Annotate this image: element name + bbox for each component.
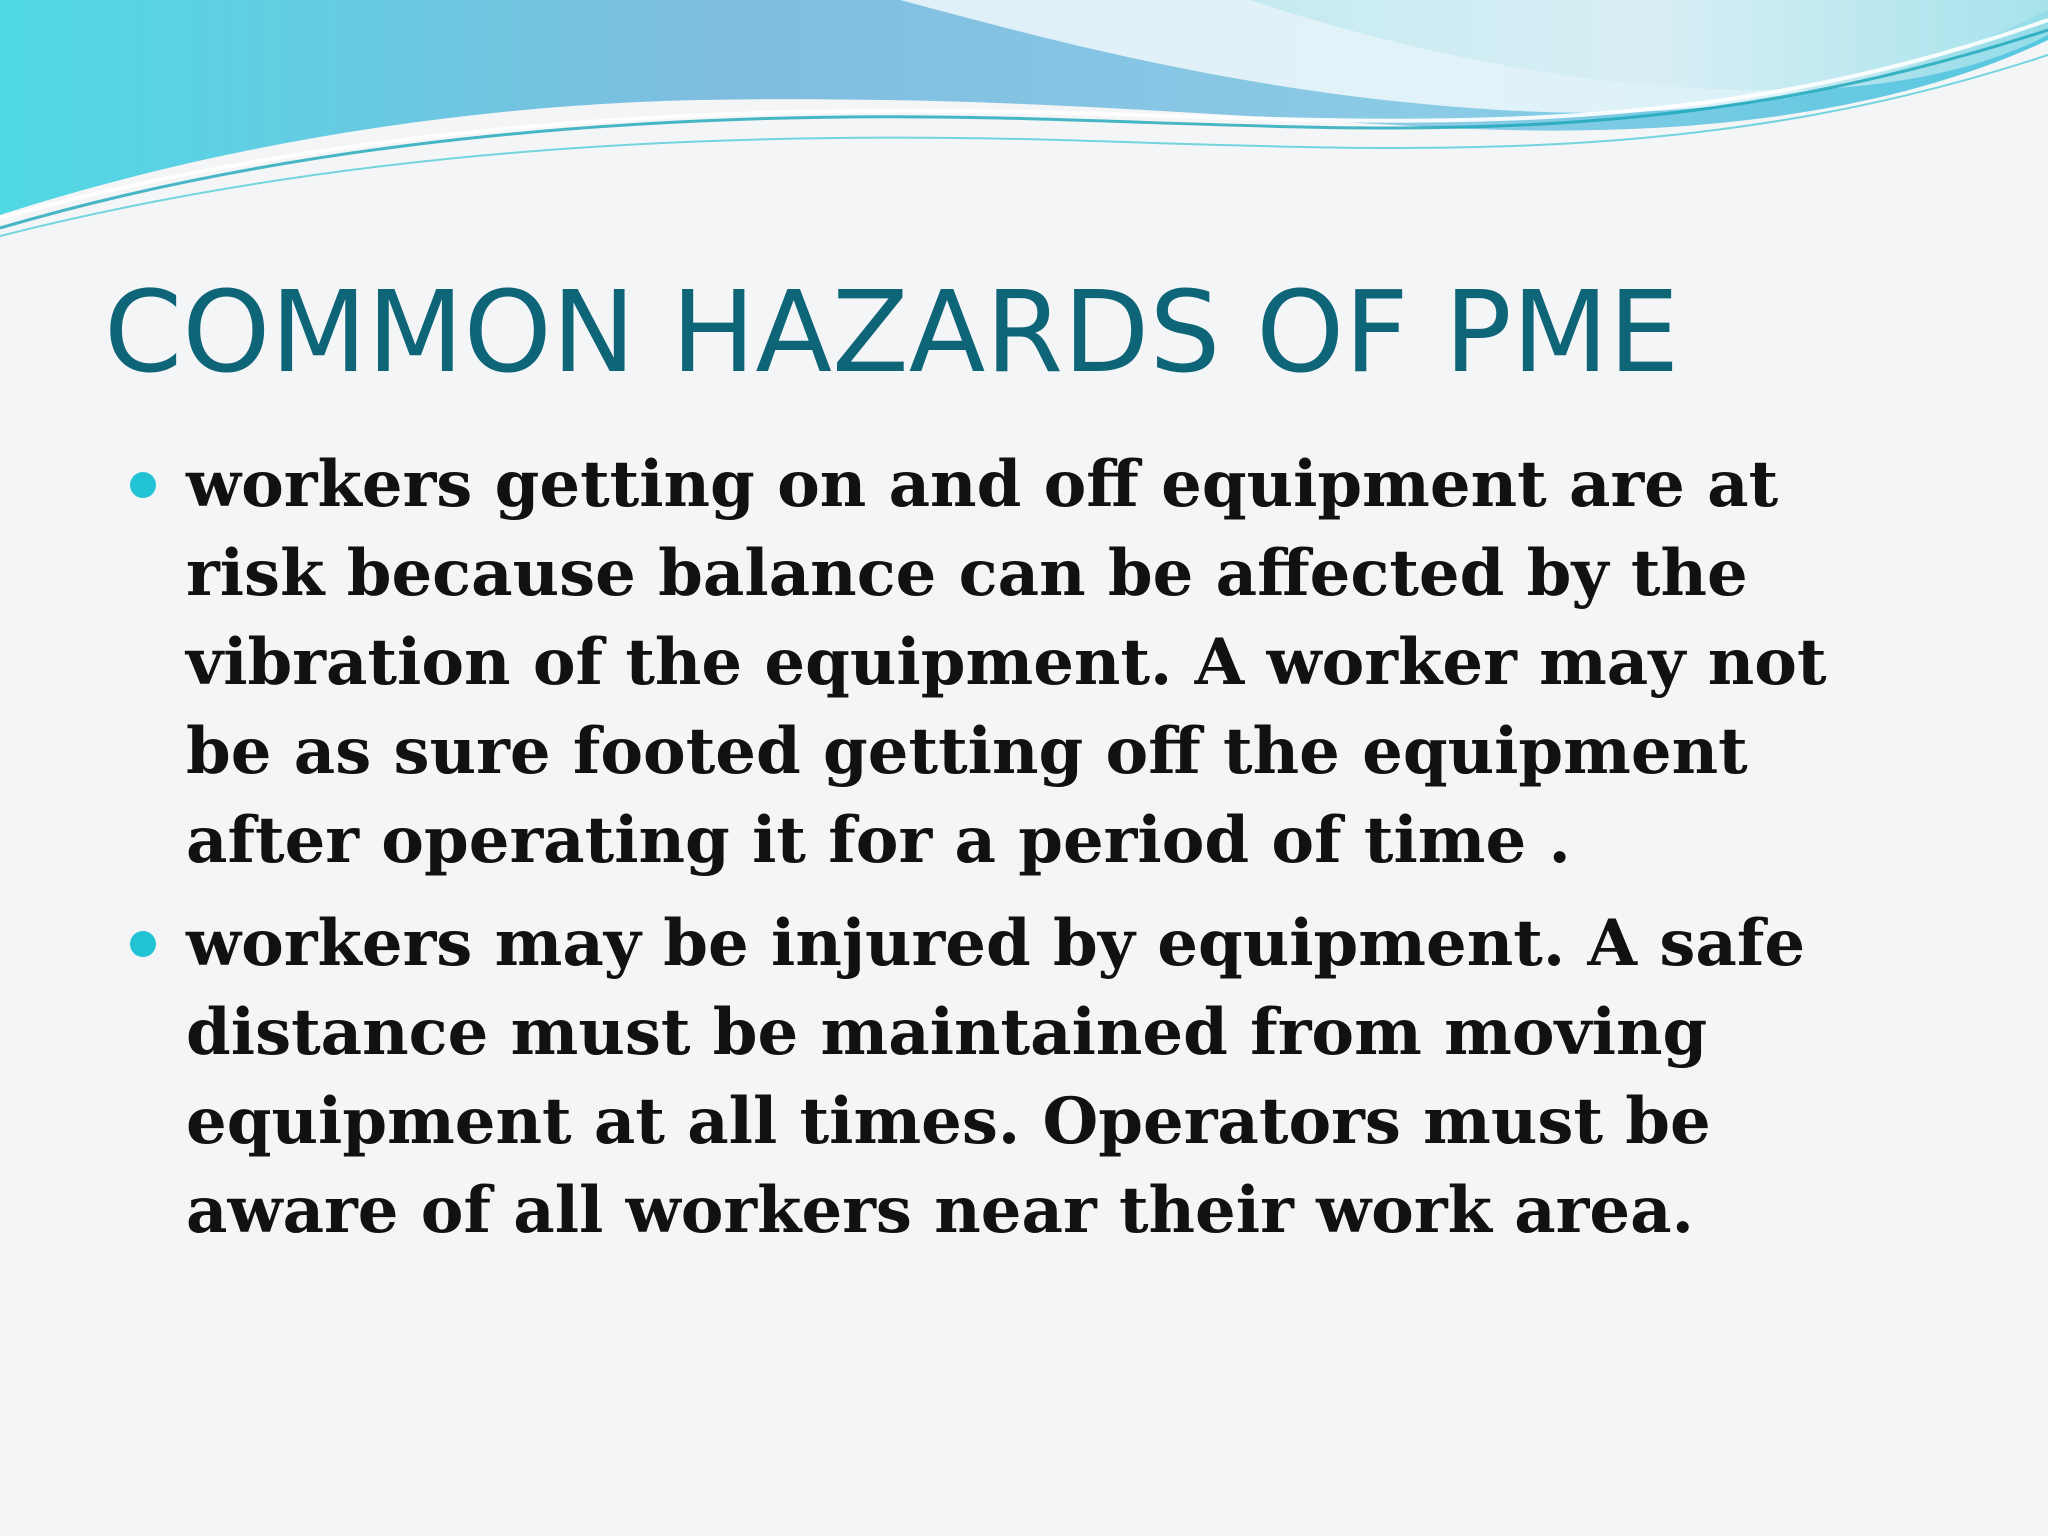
bullet-dot-icon: [130, 472, 156, 498]
bullet-list: [186, 440, 1906, 1269]
bullet-text: workers getting on and off equipment are at risk because balance can be affected by the vibration of the equipment. A worker may not be as sure footed getting off the equipment after operating it for a period of time .: [186, 447, 1827, 878]
slide-title: COMMON HAZARDS OF PME: [104, 268, 1680, 398]
bullet-item: [186, 440, 1906, 885]
header-wave-decoration: [0, 0, 2048, 240]
bullet-item: [186, 899, 1906, 1255]
bullet-dot-icon: [130, 931, 156, 957]
bullet-text: workers may be injured by equipment. A safe distance must be maintained from moving equipment at all times. Operators must be aware of all workers near their work area.: [186, 906, 1806, 1248]
